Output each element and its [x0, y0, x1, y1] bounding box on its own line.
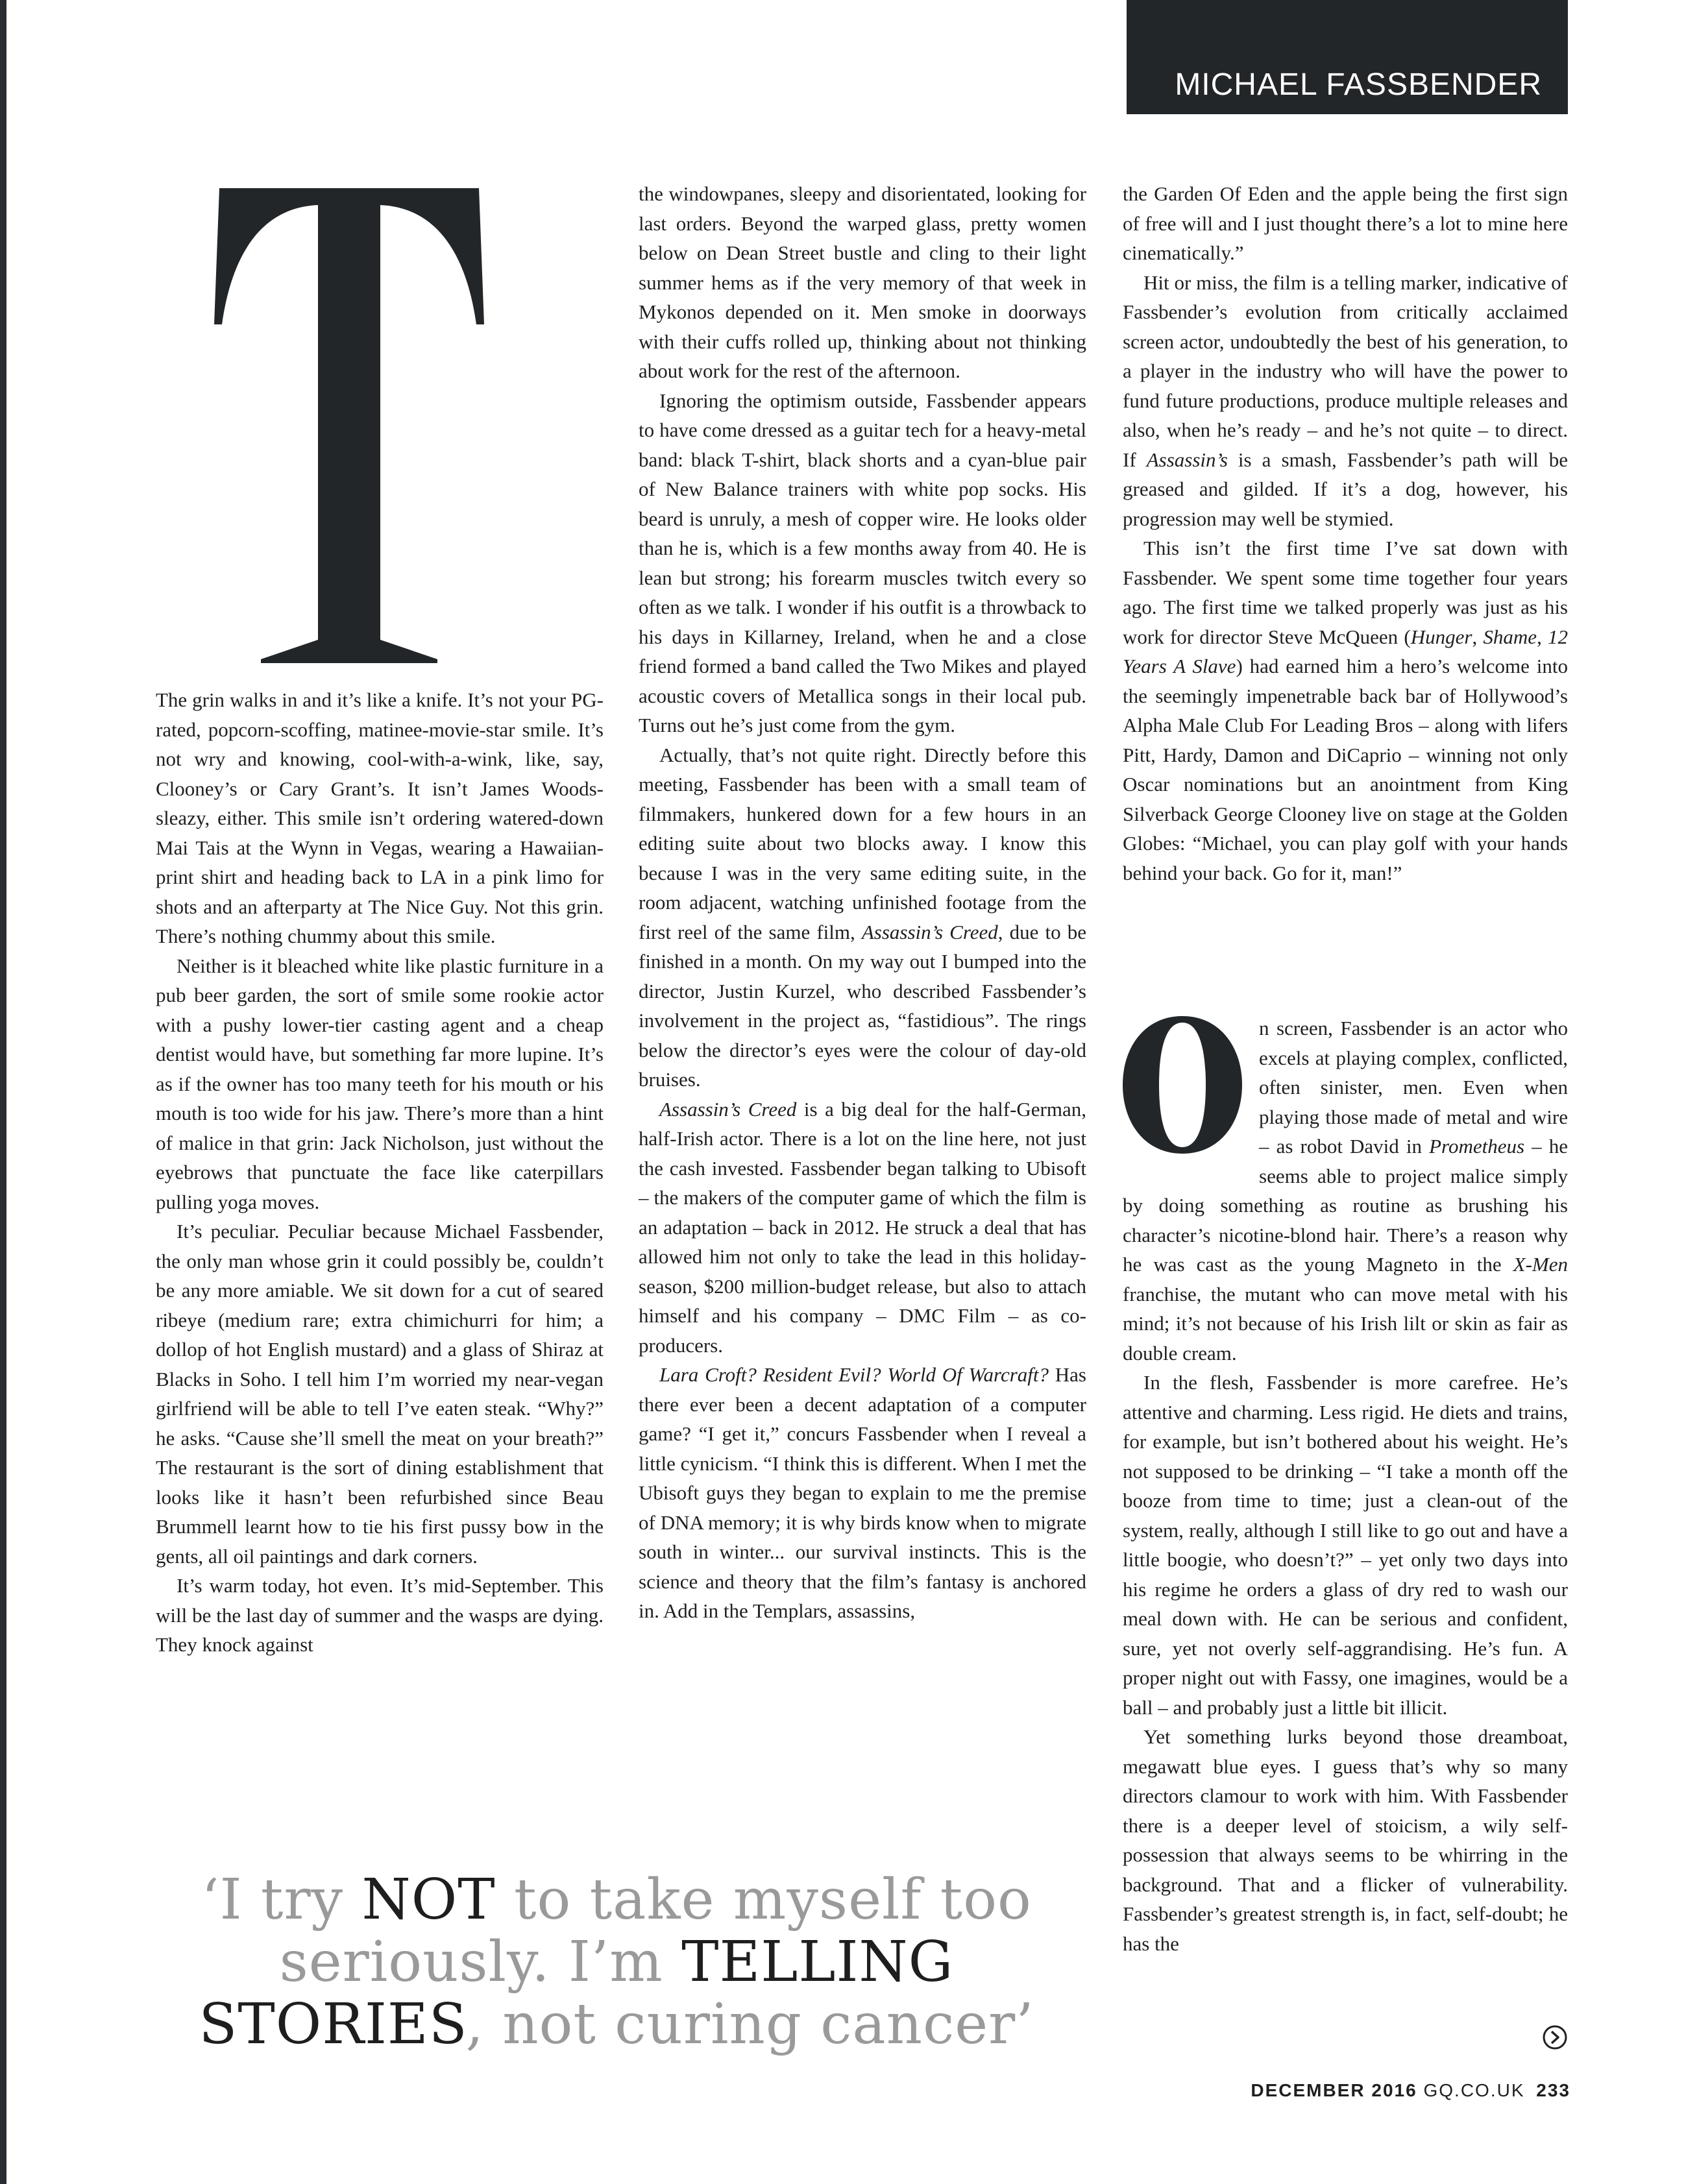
- film-title: Assassin’s Creed: [861, 920, 998, 943]
- page-number: 233: [1536, 2080, 1570, 2100]
- page-footer: [1251, 2080, 1570, 2101]
- paragraph: Ignoring the optimism outside, Fassbender appears to have come dressed as a guitar tech for a heavy-metal band: black T-shirt, black shorts and a cyan-blue pair of New Balance trainers with white pop socks. His beard is unruly, a mesh of copper wire. He looks older than he is, which is a few months away from 40. He is lean but strong; his forearm muscles twitch every so often as we talk. I wonder if his outfit is a throwback to his days in Killarney, Ireland, when he and a close friend formed a band called the Two Mikes and played acoustic covers of Metallica songs in their local pub. Turns out he’s just come from the gym.: [639, 389, 1086, 736]
- section-header: [1127, 0, 1568, 114]
- text-run: is a smash, Fassbender’s path will be greased and gilded. If it’s a dog, however, his progression may well be stymied.: [1123, 448, 1568, 530]
- paragraph: [1123, 533, 1568, 888]
- column-3-top: [1123, 179, 1568, 888]
- text-run: Has there ever been a decent adaptation of a computer game? “I get it,” concurs Fassbender when I reveal a little cynicism. “I think this is different. When I met the Ubisoft guys they began to explain to me the premise of DNA memory; it is why birds know when to migrate south in winter... our survival instincts. This is the science and theory that the film’s fantasy is anchored in. Add in the Templars, assassins,: [639, 1363, 1086, 1622]
- paragraph: It’s peculiar. Peculiar because Michael Fassbender, the only man whose grin it could possibly be, couldn’t be any more amiable. We sit down for a cut of seared ribeye (medium rare; extra chimichurri for him; a dollop of hot English mustard) and a glass of Shiraz at Blacks in Soho. I tell him I’m worried my near-vegan girlfriend will be able to tell I’ve eaten steak. “Why?” he asks. “Cause she’ll smell the meat on your breath?” The restaurant is the sort of dining establishment that looks like it hasn’t been refurbished since Beau Brummell learnt how to tie his first pussy bow in the gents, all oil paintings and dark corners.: [156, 1220, 604, 1568]
- film-title: 12 Years A Slave: [1123, 625, 1569, 677]
- paragraph: the Garden Of Eden and the apple being the first sign of free will and I just thought there’s a lot to mine here cinematically.”: [1123, 182, 1568, 264]
- film-title: Assassin’s Creed: [659, 1097, 797, 1121]
- drop-cap-t-glyph: [213, 162, 485, 668]
- text-run: franchise, the mutant who can move metal with his mind; it’s not because of his Irish lilt or skin as fair as double cream.: [1123, 1282, 1568, 1365]
- column-2: [639, 179, 1086, 1626]
- paragraph: Yet something lurks beyond those dreamboat, megawatt blue eyes. I guess that’s why so many directors clamour to work with him. With Fassbender there is a deeper level of stoicism, a wily self-possession that always seems to be whirring in the background. That and a flicker of vulnerability. Fassbender’s greatest strength is, in fact, self-doubt; he has the: [1123, 1725, 1568, 1955]
- game-titles: Lara Croft? Resident Evil? World Of Warcraft?: [659, 1363, 1049, 1386]
- quote-text: to take myself too seriously. I’m: [279, 1867, 1032, 1995]
- paragraph: the windowpanes, sleepy and disorientated, looking for last orders. Beyond the warped glass, pretty women below on Dean Street bustle and cling to their light summer hems as if the very memory of that week in Mykonos depended on it. Men smoke in doorways with their cuffs rolled up, thinking about not thinking about work for the rest of the afternoon.: [639, 182, 1086, 382]
- text-run: ,: [1537, 625, 1548, 648]
- text-run: , due to be finished in a month. On my way out I bumped into the director, Justin Kurzel, who described Fassbender’s involvement in the project as, “fastidious”. The rings below the director’s eyes were the colour of day-old bruises.: [639, 920, 1086, 1091]
- section-title: MICHAEL FASSBENDER: [1175, 67, 1542, 102]
- quote-emphasis: NOT: [361, 1867, 496, 1932]
- text-run: Hit or miss, the film is a telling marker, indicative of Fassbender’s evolution from critically acclaimed screen actor, undoubtedly the best of his generation, to a player in the industry who will have the power to fund future productions, produce multiple releases and also, when he’s ready – and he’s not quite – to direct. If: [1123, 271, 1568, 471]
- pull-quote: [130, 1869, 1103, 2056]
- chevron-right-circle-icon: [1542, 2024, 1568, 2050]
- paragraph: It’s warm today, hot even. It’s mid-September. This will be the last day of summer and the wasps are dying. They knock against: [156, 1574, 604, 1656]
- paragraph: [639, 740, 1086, 1095]
- paragraph: Neither is it bleached white like plastic furniture in a pub beer garden, the sort of smile some rookie actor with a pushy lower-tier casting agent and a cheap dentist would have, but something far more lupine. It’s as if the owner has too many teeth for his mouth or his mouth is too wide for his jaw. There’s more than a hint of malice in that grin: Jack Nicholson, just without the eyebrows that punctuate the face like caterpillars pulling yoga moves.: [156, 954, 604, 1213]
- film-title: Assassin’s: [1146, 448, 1228, 471]
- film-title: Hunger: [1410, 625, 1472, 648]
- quote-text: ‘I try: [201, 1867, 362, 1932]
- column-1: [156, 685, 604, 1660]
- paragraph: In the flesh, Fassbender is more carefree. He’s attentive and charming. Less rigid. He diets and trains, for example, but isn’t bothered about his weight. He’s not supposed to be drinking – “I take a month off the booze from time to time; just a clean-out of the system, really, although I still like to go out and have a little boogie, who doesn’t?” – yet only two days into his regime he orders a glass of dry red to wash our meal down with. He can be serious and confident, sure, yet not overly self-aggrandising. He’s fun. A proper night out with Fassy, one imagines, would be a ball – and probably just a little bit illicit.: [1123, 1371, 1568, 1719]
- text-run: – he seems able to project malice simply by doing something as routine as brushing his character’s nicotine-blond hair. There’s a reason why he was cast as the young Magneto in the: [1123, 1135, 1568, 1276]
- film-title: X-Men: [1513, 1253, 1568, 1276]
- column-3-bottom: [1123, 1013, 1568, 1958]
- paragraph: [1123, 1013, 1568, 1368]
- text-run: This isn’t the first time I’ve sat down with Fassbender. We spent some time together four years ago. The first time we talked properly was just as his work for director Steve McQueen (: [1123, 537, 1568, 648]
- paragraph: [639, 1095, 1086, 1361]
- issue-date: DECEMBER 2016: [1251, 2080, 1417, 2100]
- text-run: Actually, that’s not quite right. Directly before this meeting, Fassbender has been with a small team of filmmakers, hunkered down for a few hours in an editing suite about two blocks away. I know this because I was in the very same editing suite, in the room adjacent, watching unfinished footage from the first reel of the same film,: [639, 743, 1086, 943]
- paragraph: The grin walks in and it’s like a knife. It’s not your PG-rated, popcorn-scoffing, matinee-movie-star smile. It’s not wry and knowing, cool-with-a-wink, like, say, Clooney’s or Cary Grant’s. It isn’t James Woods-sleazy, either. This smile isn’t ordering watered-down Mai Tais at the Wynn in Vegas, wearing a Hawaiian-print shirt and heading back to LA in a pink limo for shots and an afterparty at The Nice Guy. Not this grin. There’s nothing chummy about this smile.: [156, 688, 604, 947]
- text-run: is a big deal for the half-German, half-Irish actor. There is a lot on the line here, not just the cash invested. Fassbender began talking to Ubisoft – the makers of the computer game of which the film is an adaptation – back in 2012. He struck a deal that has allowed him not only to take the lead in this holiday-season, $200 million-budget release, but also to attach himself and his company – DMC Film – as co-producers.: [639, 1097, 1086, 1357]
- quote-emphasis: TELLING STORIES: [199, 1930, 954, 2057]
- binding-edge: [0, 0, 6, 2184]
- text-run: n screen, Fassbender is an actor who excels at playing complex, conflicted, often sinister, men. Even when playing those made of metal and wire – as robot David in: [1259, 1017, 1568, 1158]
- paragraph: [639, 1360, 1086, 1626]
- film-title: Prometheus: [1429, 1135, 1525, 1158]
- website: GQ.CO.UK: [1423, 2080, 1525, 2100]
- film-title: Shame: [1483, 625, 1537, 648]
- quote-text: , not curing cancer’: [465, 1992, 1034, 2057]
- text-run: ,: [1472, 625, 1484, 648]
- drop-cap-space: [1123, 1013, 1250, 1163]
- paragraph: [1123, 268, 1568, 534]
- text-run: ) had earned him a hero’s welcome into the seemingly impenetrable back bar of Hollywood’s Alpha Male Club For Leading Bros – along with lifers Pitt, Hardy, Damon and DiCaprio – winning not only Oscar nominations but an anointment from King Silverback George Clooney live on stage at the Golden Globes: “Michael, you can play golf with your hands behind your back. Go for it, man!”: [1123, 655, 1569, 884]
- drop-cap-t: [213, 162, 485, 668]
